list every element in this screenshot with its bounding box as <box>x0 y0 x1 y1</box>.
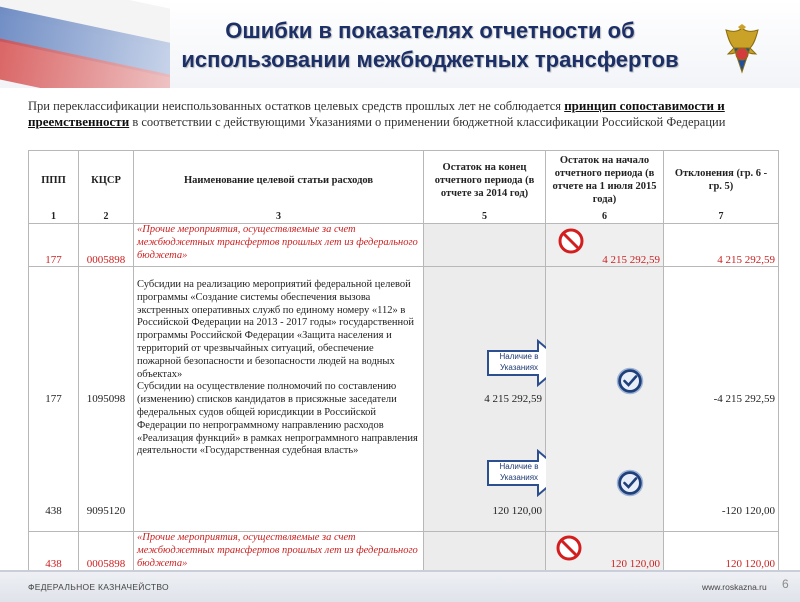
check-icon <box>616 367 644 395</box>
callout-label: Наличие в Указаниях <box>499 462 539 482</box>
no-entry-icon <box>558 228 584 254</box>
title-line-1: Ошибки в показателях отчетности об <box>225 18 635 43</box>
cell-col5 <box>424 532 546 571</box>
russian-flag-decoration <box>0 0 170 88</box>
cell-name <box>134 267 424 532</box>
footer-org: ФЕДЕРАЛЬНОЕ КАЗНАЧЕЙСТВО <box>28 582 169 592</box>
cell-col5-2: 120 120,00 <box>492 505 542 517</box>
title-line-2: использовании межбюджетных трансфертов <box>181 47 679 72</box>
cell-col6-value: 4 215 292,59 <box>602 254 660 266</box>
cell-ppp-2: 438 <box>45 505 62 517</box>
header-kcsr: КЦСР <box>79 151 134 210</box>
header-col6: Остаток на начало отчетного периода (в отчете на 1 июля 2015 года) <box>546 151 664 210</box>
check-icon <box>616 469 644 497</box>
cell-col5 <box>424 267 546 532</box>
intro-emphasis: принцип сопоставимости и преемственности <box>28 98 725 129</box>
cell-ppp <box>29 267 79 532</box>
intro-lead: При переклассификации неиспользованных остатков целевых средств прошлых лет не соблюдается <box>28 99 565 113</box>
header-ppp: ППП <box>29 151 79 210</box>
header-col7: Отклонения (гр. 6 - гр. 5) <box>664 151 779 210</box>
cell-kcsr: 0005898 <box>79 532 134 571</box>
transfers-table <box>28 150 779 571</box>
footer-site-link[interactable]: www.roskazna.ru <box>702 582 767 592</box>
col-number: 7 <box>664 209 779 224</box>
cell-col7-1: -4 215 292,59 <box>713 393 775 405</box>
table-row <box>29 267 779 532</box>
column-number-row <box>29 209 779 224</box>
col-number: 5 <box>424 209 546 224</box>
slide-header <box>0 0 800 88</box>
cell-name-1: Субсидии на реализацию мероприятий федеральной целевой программы «Создание системы обеспечения вызова экстренных оперативных служб по единому номеру «112» в Российской Федерации на 2013 - 2017 годы» государственной программы Российской Федерации «Защита населения и территорий от чрезвычайных ситуаций, обеспечение пожарной безопасности и безопасности людей на водных объектах» <box>137 279 414 380</box>
table-header-row <box>29 151 779 210</box>
page-number: 6 <box>782 577 789 591</box>
col-number: 3 <box>134 209 424 224</box>
cell-col6-value: 120 120,00 <box>610 558 660 571</box>
cell-name: «Прочие мероприятия, осуществляемые за счет межбюджетных трансфертов прошлых лет из федерального бюджета» <box>134 532 424 571</box>
col-number: 1 <box>29 209 79 224</box>
col-number: 2 <box>79 209 134 224</box>
cell-name-2: Субсидии на осуществление полномочий по составлению (изменению) списков кандидатов в присяжные заседатели федеральных судов общей юрисдикции в Российской Федерации по непрограммному направлению расходов «Реализация функций» в рамках непрограммного направления деятельности «Государственная судебная власть» <box>137 381 418 457</box>
slide-title <box>150 16 710 74</box>
slide-footer <box>0 570 800 602</box>
no-entry-icon <box>556 535 582 561</box>
cell-name: «Прочие мероприятия, осуществляемые за счет межбюджетных трансфертов прошлых лет из федерального бюджета» <box>134 224 424 267</box>
cell-kcsr-1: 1095098 <box>86 393 126 405</box>
cell-col5-1: 4 215 292,59 <box>484 393 542 405</box>
cell-kcsr: 0005898 <box>79 224 134 267</box>
col-number: 6 <box>546 209 664 224</box>
cell-col6 <box>546 224 664 267</box>
callout-label: Наличие в Указаниях <box>499 352 539 372</box>
cell-col6 <box>546 267 664 532</box>
cell-ppp: 438 <box>29 532 79 571</box>
cell-ppp-1: 177 <box>45 393 62 405</box>
cell-col7: 120 120,00 <box>664 532 779 571</box>
intro-tail: в соответствии с действующими Указаниями о применении бюджетной классификации Российской Федерации <box>129 115 726 129</box>
cell-col6 <box>546 532 664 571</box>
table-row <box>29 224 779 267</box>
cell-col7 <box>664 267 779 532</box>
treasury-emblem-icon <box>718 24 766 76</box>
cell-kcsr-2: 9095120 <box>86 505 126 517</box>
cell-col5 <box>424 224 546 267</box>
intro-text <box>28 98 778 130</box>
cell-col7: 4 215 292,59 <box>664 224 779 267</box>
header-name: Наименование целевой статьи расходов <box>134 151 424 210</box>
table-row <box>29 532 779 571</box>
cell-kcsr <box>79 267 134 532</box>
cell-ppp: 177 <box>29 224 79 267</box>
header-col5: Остаток на конец отчетного периода (в отчете за 2014 год) <box>424 151 546 210</box>
cell-col7-2: -120 120,00 <box>721 505 775 517</box>
